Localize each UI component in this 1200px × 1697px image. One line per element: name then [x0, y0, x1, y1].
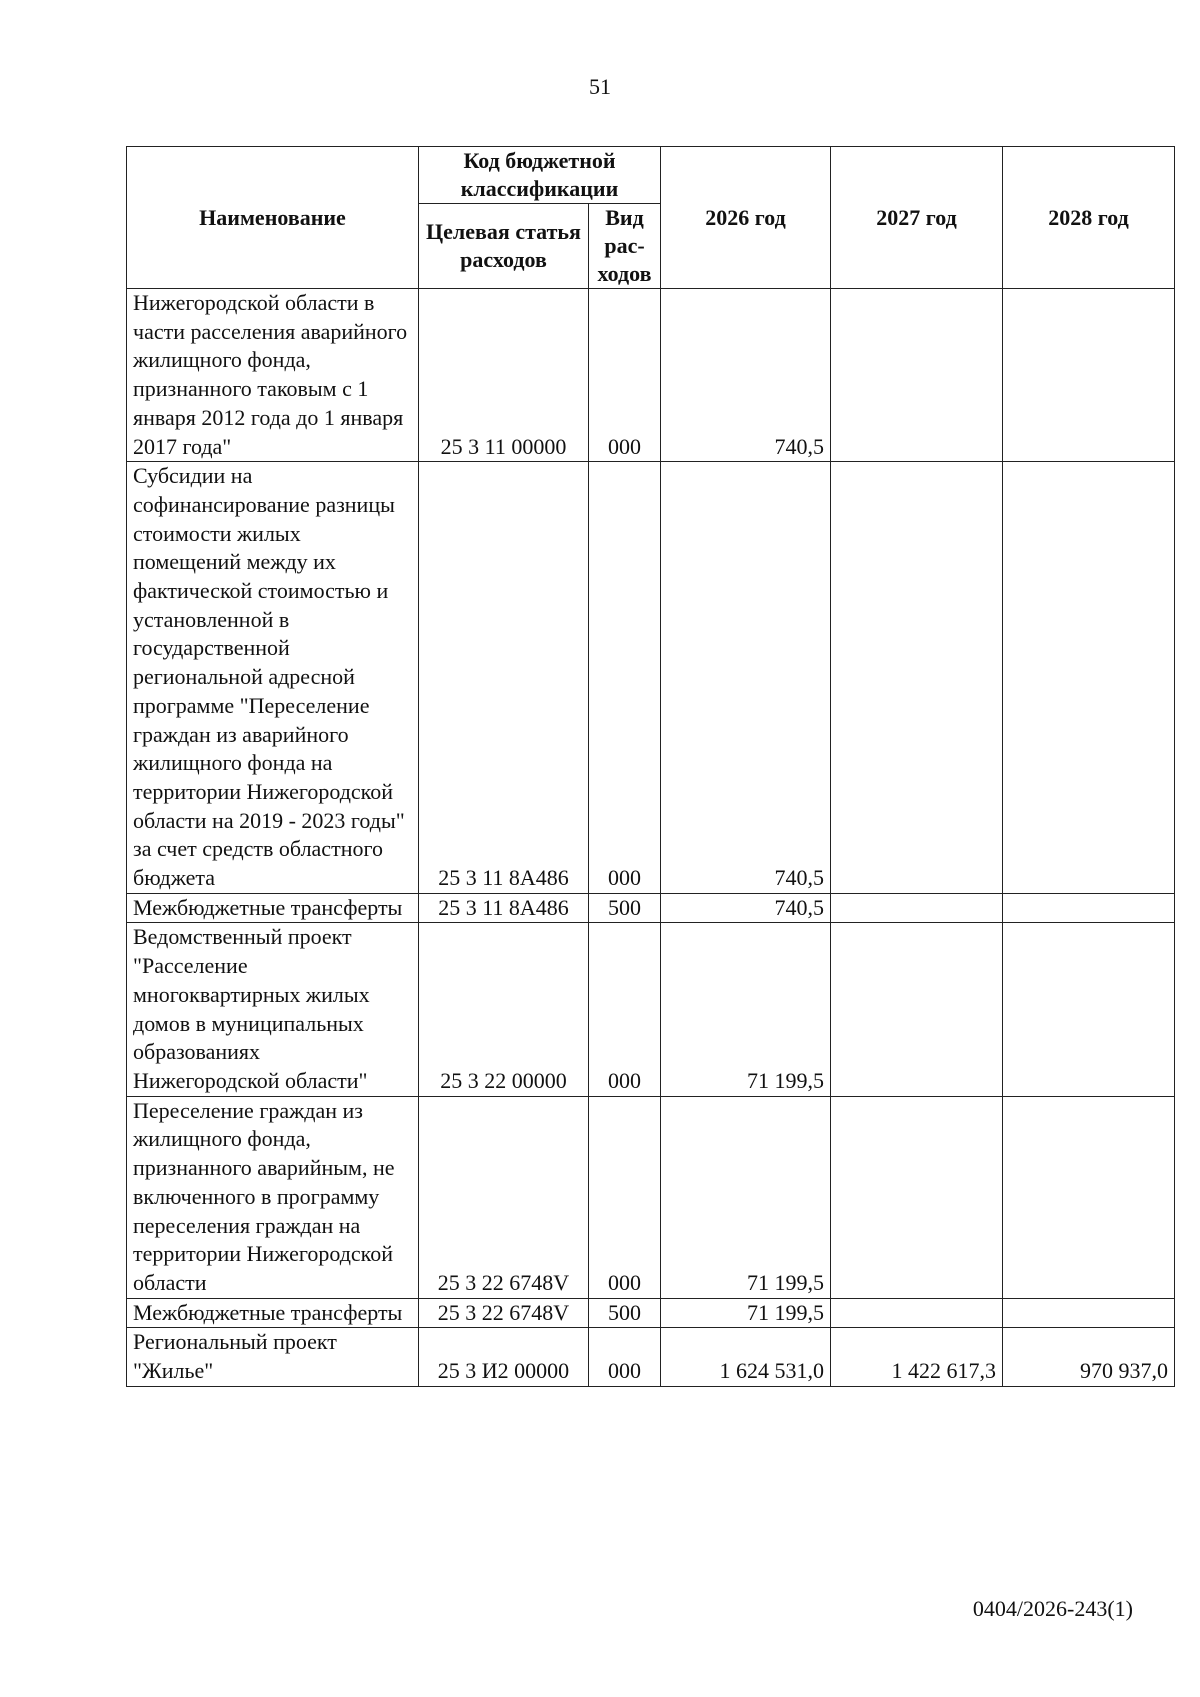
row-amount-2028: [1003, 893, 1175, 923]
header-name: Наименование: [127, 147, 419, 289]
table-row: [127, 1328, 1175, 1386]
table-row: [127, 289, 1175, 462]
page-number: 51: [589, 74, 611, 99]
row-amount-2027: [831, 923, 1003, 1096]
row-expense-kind: 000: [589, 462, 661, 894]
row-name: Нижегородской области в части расселения аварийного жилищного фонда, признанного таковым с 1 января 2012 года до 1 января 2017 года": [127, 289, 419, 462]
table-row: [127, 893, 1175, 923]
row-amount-2026: 740,5: [661, 893, 831, 923]
header-expense-kind: Вид рас-ходов: [589, 204, 661, 289]
row-expense-kind: 500: [589, 893, 661, 923]
table-row: [127, 1298, 1175, 1328]
document-code: 0404/2026-243(1): [972, 1596, 1133, 1621]
header-2028: 2028 год: [1003, 147, 1175, 289]
row-target-code: 25 3 11 8А486: [419, 893, 589, 923]
row-amount-2028: 970 937,0: [1003, 1328, 1175, 1386]
row-amount-2027: [831, 289, 1003, 462]
row-amount-2026: 740,5: [661, 289, 831, 462]
row-amount-2028: [1003, 1298, 1175, 1328]
row-name: Межбюджетные трансферты: [127, 1298, 419, 1328]
table-row: [127, 462, 1175, 894]
row-target-code: 25 3 22 00000: [419, 923, 589, 1096]
row-target-code: 25 3 22 6748V: [419, 1096, 589, 1298]
row-expense-kind: 000: [589, 923, 661, 1096]
row-amount-2027: [831, 893, 1003, 923]
budget-table: [126, 146, 1175, 1387]
header-code-group: Код бюджетной классификации: [419, 147, 661, 204]
row-amount-2028: [1003, 289, 1175, 462]
row-expense-kind: 000: [589, 289, 661, 462]
row-amount-2027: [831, 462, 1003, 894]
row-amount-2026: 71 199,5: [661, 1298, 831, 1328]
row-amount-2027: [831, 1096, 1003, 1298]
row-name: Региональный проект "Жилье": [127, 1328, 419, 1386]
row-amount-2028: [1003, 923, 1175, 1096]
table-row: [127, 923, 1175, 1096]
row-expense-kind: 000: [589, 1328, 661, 1386]
row-amount-2027: 1 422 617,3: [831, 1328, 1003, 1386]
row-target-code: 25 3 И2 00000: [419, 1328, 589, 1386]
row-target-code: 25 3 11 00000: [419, 289, 589, 462]
row-amount-2026: 71 199,5: [661, 1096, 831, 1298]
row-name: Межбюджетные трансферты: [127, 893, 419, 923]
header-target-article: Целевая статья расходов: [419, 204, 589, 289]
row-amount-2028: [1003, 462, 1175, 894]
row-amount-2028: [1003, 1096, 1175, 1298]
row-amount-2026: 71 199,5: [661, 923, 831, 1096]
row-name: Субсидии на софинансирование разницы стоимости жилых помещений между их фактической стоимостью и установленной в государственной региональной адресной программе "Переселение граждан из аварийного жилищного фонда на территории Нижегородской области на 2019 - 2023 годы" за счет средств областного бюджета: [127, 462, 419, 894]
row-amount-2026: 1 624 531,0: [661, 1328, 831, 1386]
row-expense-kind: 500: [589, 1298, 661, 1328]
row-amount-2027: [831, 1298, 1003, 1328]
row-target-code: 25 3 22 6748V: [419, 1298, 589, 1328]
header-2026: 2026 год: [661, 147, 831, 289]
header-2027: 2027 год: [831, 147, 1003, 289]
row-name: Переселение граждан из жилищного фонда, признанного аварийным, не включенного в программу переселения граждан на территории Нижегородской области: [127, 1096, 419, 1298]
table-row: [127, 1096, 1175, 1298]
row-target-code: 25 3 11 8А486: [419, 462, 589, 894]
row-amount-2026: 740,5: [661, 462, 831, 894]
row-expense-kind: 000: [589, 1096, 661, 1298]
row-name: Ведомственный проект "Расселение многоквартирных жилых домов в муниципальных образованиях Нижегородской области": [127, 923, 419, 1096]
